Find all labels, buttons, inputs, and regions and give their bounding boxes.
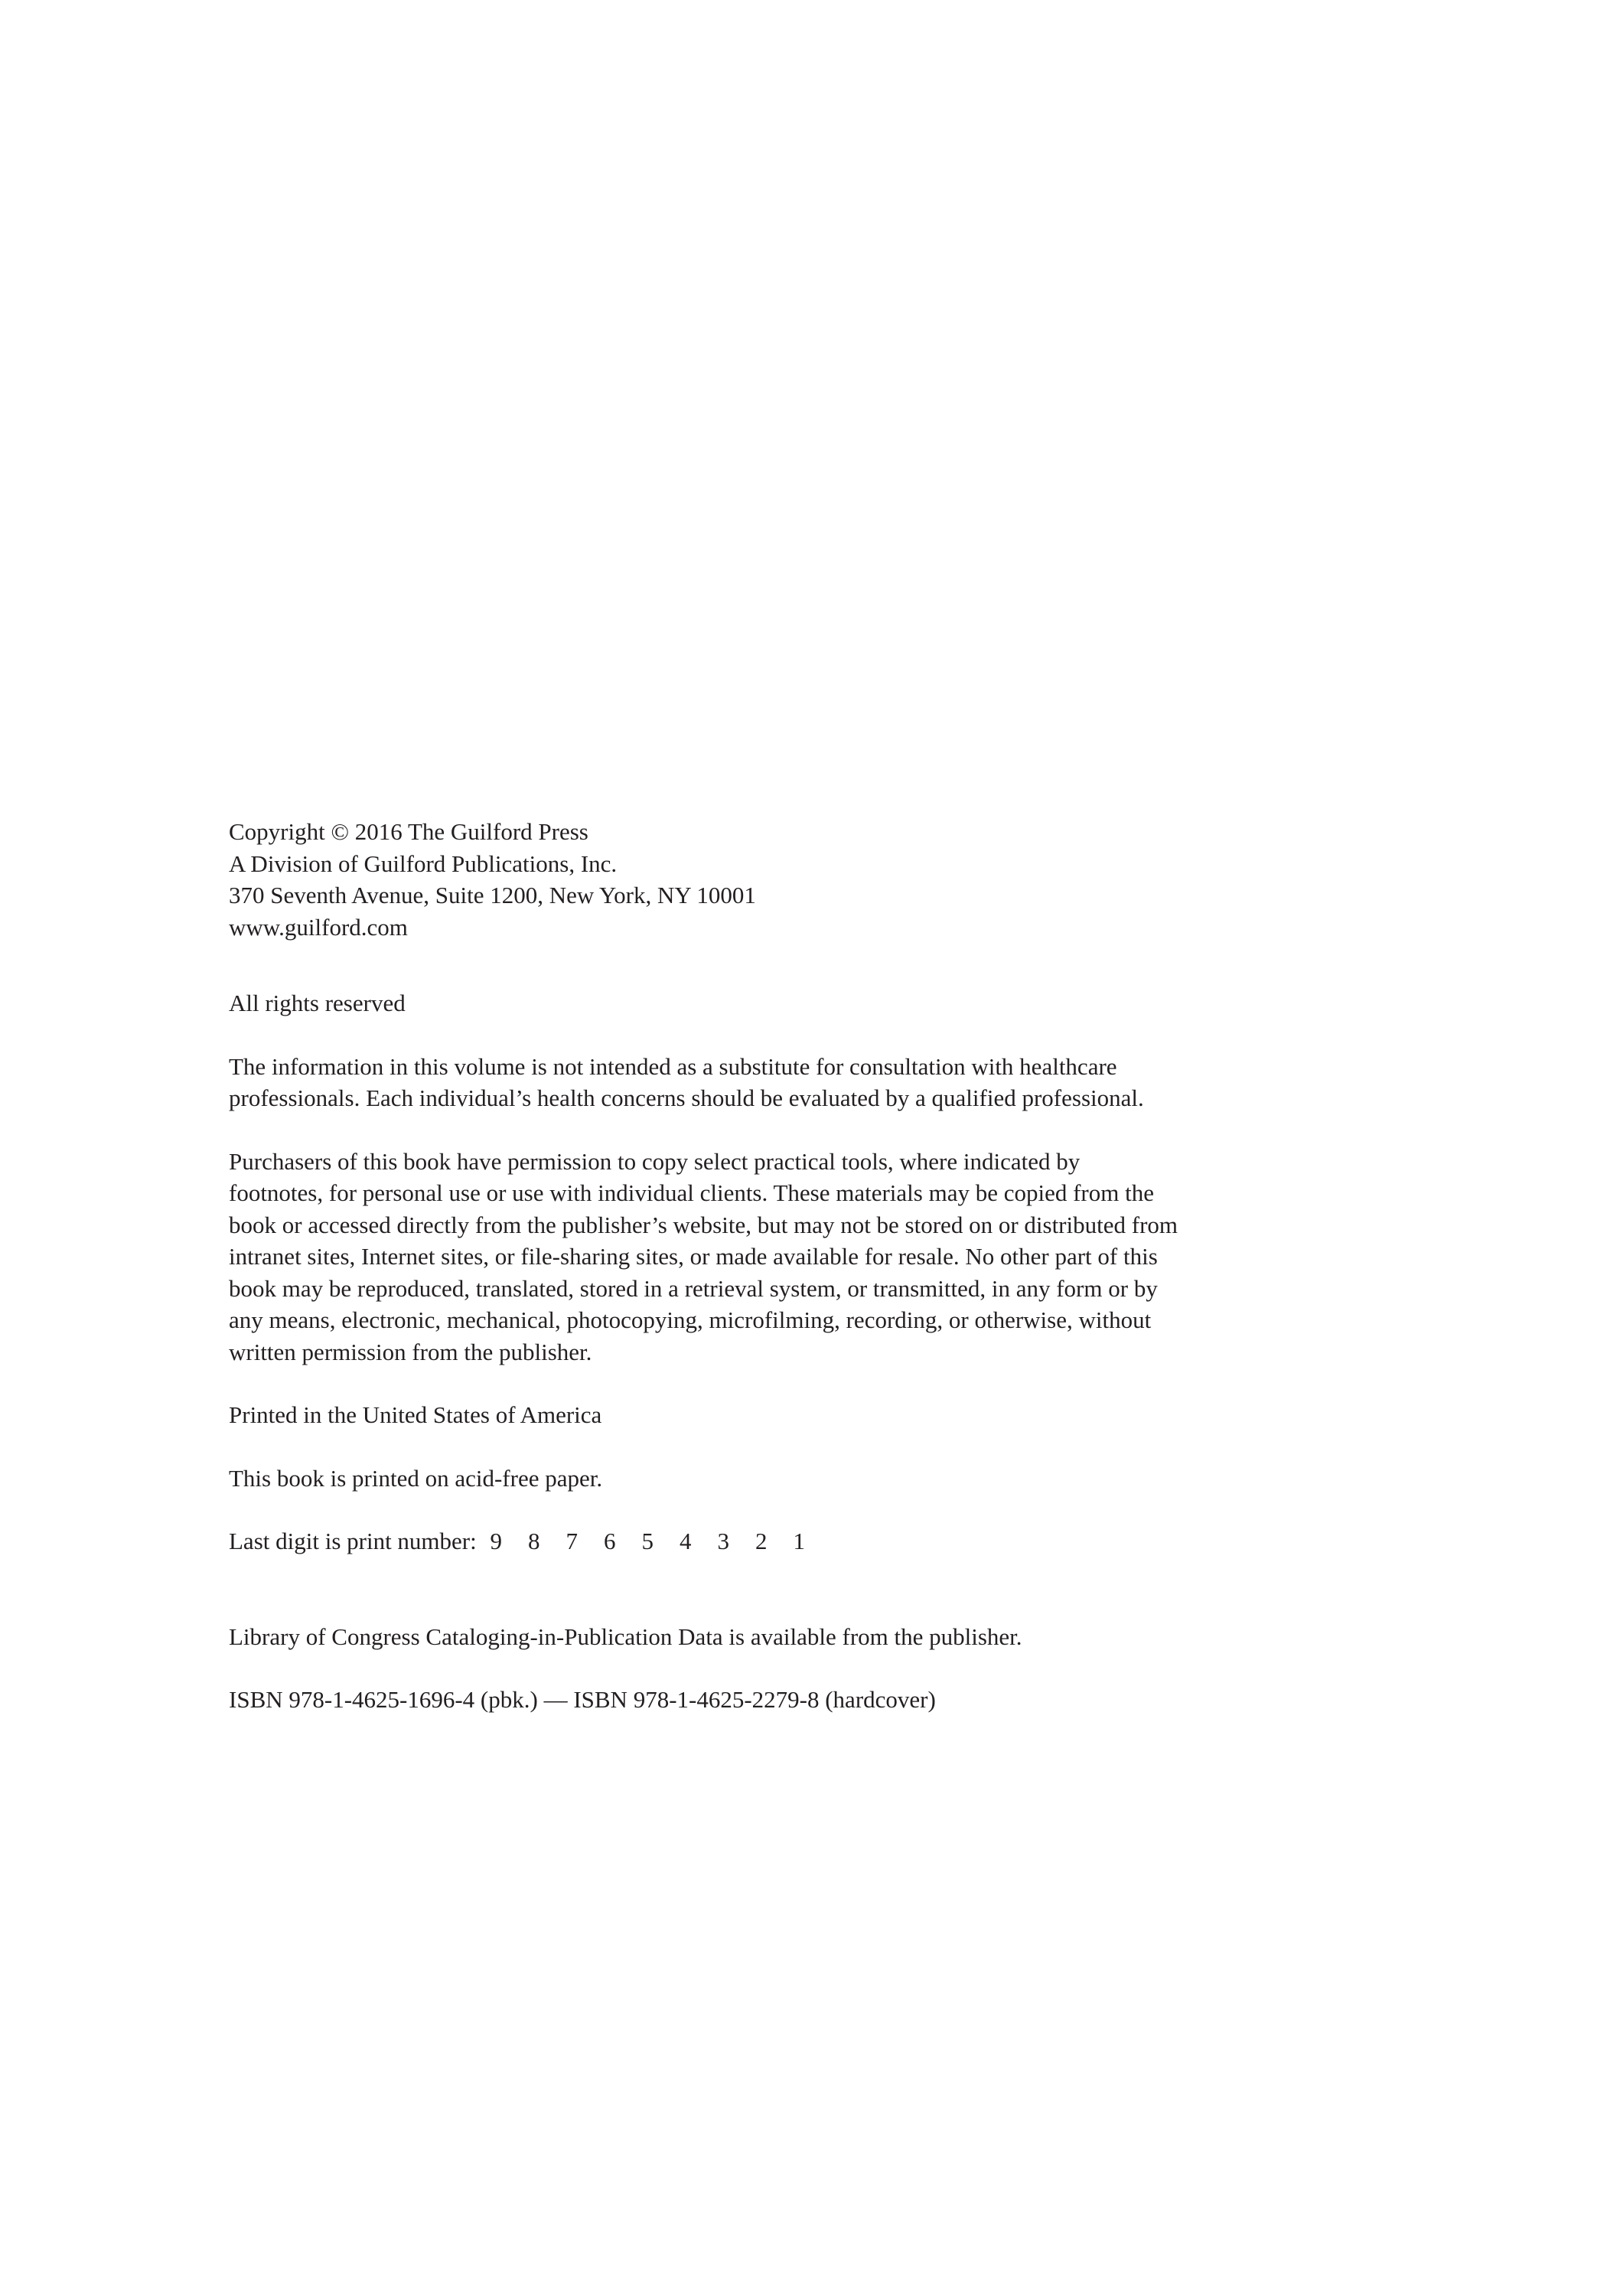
cip-line: Library of Congress Cataloging-in-Publication Data is available from the publisher. xyxy=(229,1623,1022,1650)
rights-line: All rights reserved xyxy=(229,990,406,1016)
disclaimer-paragraph xyxy=(229,1051,1331,1114)
paper-note xyxy=(229,1463,1331,1495)
print-digit: 9 xyxy=(490,1528,502,1554)
isbn-statement xyxy=(229,1684,1331,1716)
permissions-paragraph xyxy=(229,1146,1331,1368)
print-digit: 6 xyxy=(604,1528,616,1554)
printed-in-statement xyxy=(229,1399,1331,1431)
permissions-line: book or accessed directly from the publisher’s website, but may not be stored on or distributed from xyxy=(229,1211,1178,1238)
print-digit: 2 xyxy=(755,1528,768,1554)
print-number-row xyxy=(229,1525,1331,1557)
address-line: 370 Seventh Avenue, Suite 1200, New York, NY 10001 xyxy=(229,882,756,908)
paper-note-line: This book is printed on acid-free paper. xyxy=(229,1464,603,1492)
print-digit: 3 xyxy=(717,1528,729,1554)
print-digit: 8 xyxy=(528,1528,540,1554)
permissions-line: intranet sites, Internet sites, or file-sharing sites, or made available for resale. No other part of this xyxy=(229,1243,1158,1270)
division-line: A Division of Guilford Publications, Inc. xyxy=(229,850,618,877)
print-number-digits xyxy=(491,1525,832,1557)
copyright-line: Copyright © 2016 The Guilford Press xyxy=(229,818,588,845)
disclaimer-line: The information in this volume is not intended as a substitute for consultation with healthcare xyxy=(229,1052,1117,1080)
copyright-page xyxy=(229,816,1331,1716)
cip-statement xyxy=(229,1621,1331,1653)
disclaimer-line: professionals. Each individual’s health concerns should be evaluated by a qualified professional. xyxy=(229,1084,1144,1111)
print-number-label: Last digit is print number: xyxy=(229,1528,477,1554)
permissions-line: Purchasers of this book have permission to copy select practical tools, where indicated by xyxy=(229,1147,1081,1175)
permissions-line: book may be reproduced, translated, stored in a retrieval system, or transmitted, in any form or by xyxy=(229,1274,1158,1302)
permissions-line: written permission from the publisher. xyxy=(229,1338,592,1365)
print-digit: 4 xyxy=(680,1528,692,1554)
permissions-line: footnotes, for personal use or use with individual clients. These materials may be copied from the xyxy=(229,1179,1154,1206)
print-digit: 7 xyxy=(566,1528,578,1554)
print-digit: 5 xyxy=(641,1528,654,1554)
website-line: www.guilford.com xyxy=(229,913,408,941)
printed-in-line: Printed in the United States of America xyxy=(229,1401,602,1428)
permissions-line: any means, electronic, mechanical, photocopying, microfilming, recording, or otherwise, without xyxy=(229,1306,1152,1333)
publisher-block xyxy=(229,816,1331,943)
rights-statement xyxy=(229,987,1331,1019)
print-digit: 1 xyxy=(793,1528,805,1554)
isbn-line: ISBN 978-1-4625-1696-4 (pbk.) — ISBN 978-1-4625-2279-8 (hardcover) xyxy=(229,1686,936,1713)
